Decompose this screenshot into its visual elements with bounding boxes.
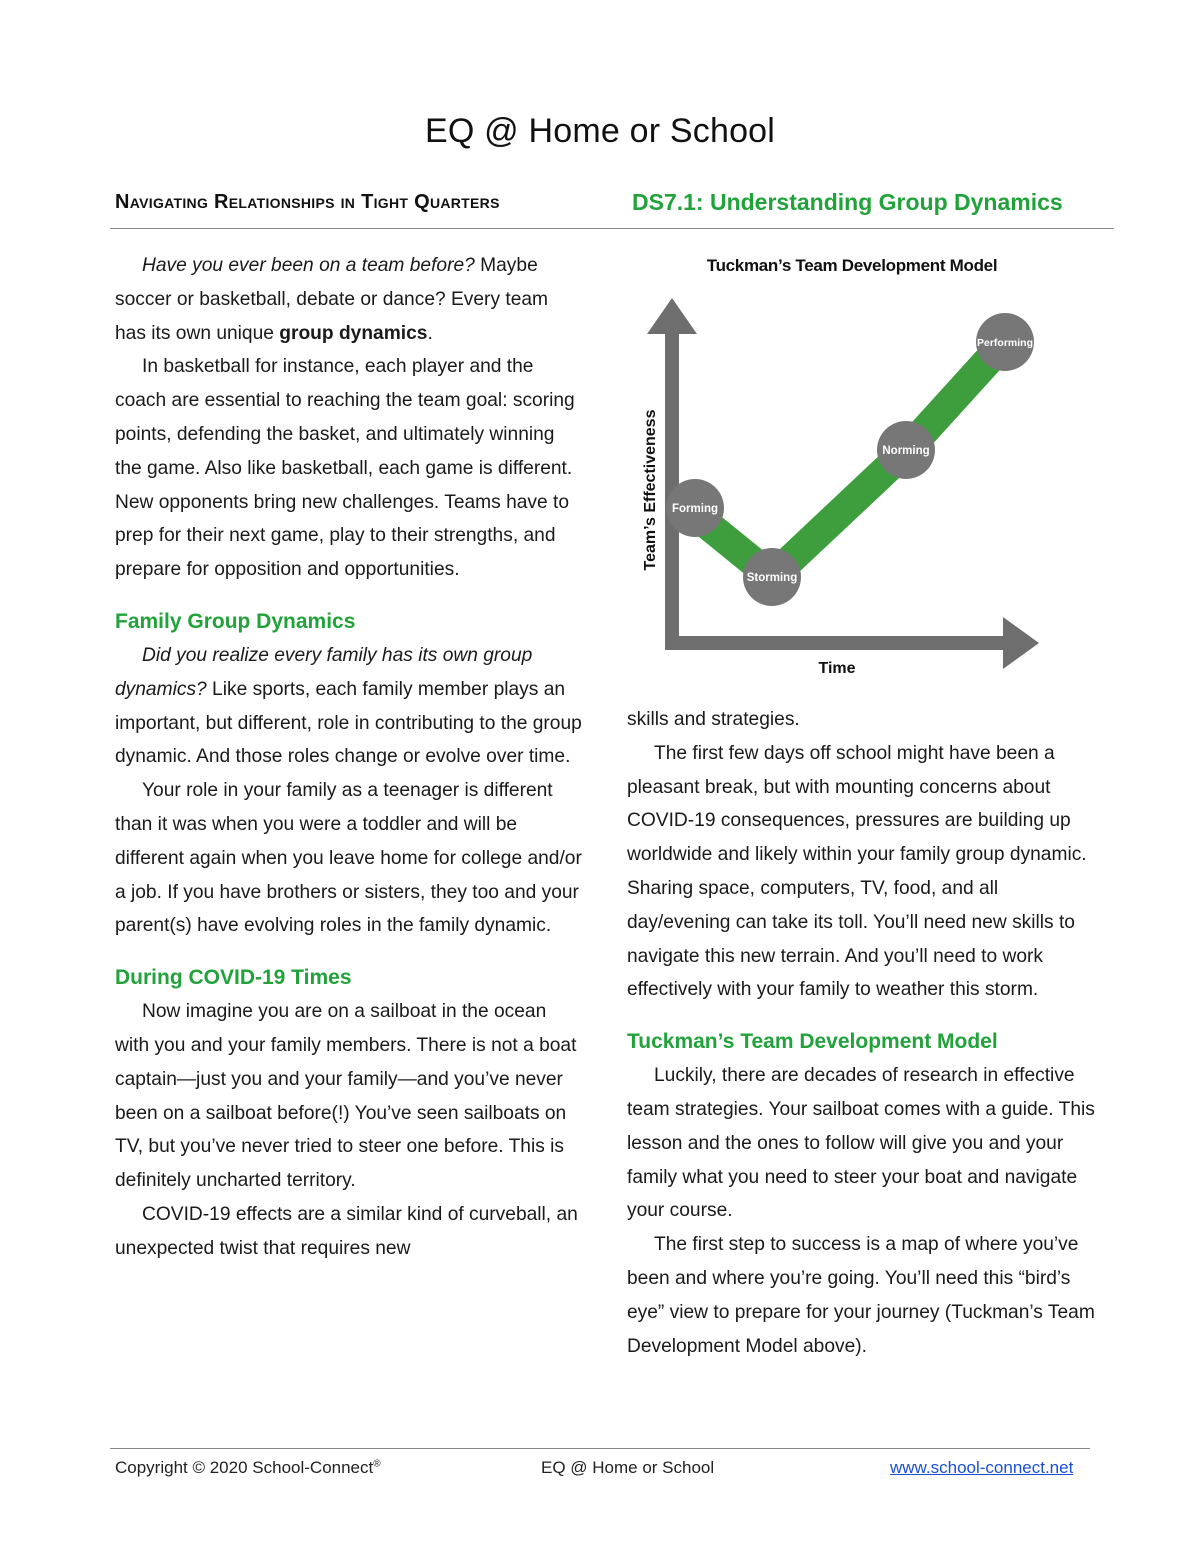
paragraph: Now imagine you are on a sailboat in the ocean with you and your family members. There is not a boat captain—just you and your family—and you’ve never been on a sailboat before(!) You’ve seen sailboats on TV, but you’ve never tried to steer one before. This is definitely uncharted territory. <box>115 1001 577 1192</box>
tuckman-model-figure <box>627 290 1087 690</box>
right-column <box>627 703 1097 1363</box>
footer-divider <box>110 1448 1090 1449</box>
key-term: group dynamics <box>279 322 428 344</box>
paragraph <box>115 639 583 774</box>
registered-mark: ® <box>373 1458 381 1470</box>
stage-storming <box>743 548 801 606</box>
heading-tuckman-model: Tuckman’s Team Development Model <box>627 1030 998 1054</box>
y-axis-arrowhead <box>647 298 697 334</box>
stage-label: Norming <box>882 445 930 457</box>
paragraph: In basketball for instance, each player and the coach are essential to reaching the team goal: scoring points, defending the basket, and ultimately winning the game. Also like basketball, each game is different. New opponents bring new challenges. Teams have to prep for their next game, play to their strengths, and prepare for opposition and opportunities. <box>115 356 575 581</box>
stage-label: Storming <box>746 572 798 584</box>
development-path <box>687 342 1005 577</box>
heading-during-covid: During COVID-19 Times <box>115 966 352 990</box>
paragraph-text: . <box>427 322 433 344</box>
left-column <box>115 249 583 1266</box>
paragraph <box>115 249 583 350</box>
paragraph: Luckily, there are decades of research in effective team strategies. Your sailboat comes with a guide. This lesson and the ones to follow will give you and your family what you need to steer your boat and navigate your course. <box>627 1065 1095 1222</box>
lesson-subtitle: Navigating Relationships in Tight Quarters <box>115 191 500 213</box>
stage-forming <box>666 479 724 537</box>
x-axis-label: Time <box>818 660 856 677</box>
stage-label: Performing <box>976 337 1034 349</box>
figure-title: Tuckman’s Team Development Model <box>706 256 998 275</box>
paragraph: The first step to success is a map of where you’ve been and where you’re going. You’ll need this “bird’s eye” view to prepare for your journey (Tuckman’s Team Development Model above). <box>627 1234 1095 1357</box>
y-axis-label: Team’s Effectiveness <box>642 409 659 571</box>
paragraph: The first few days off school might have been a pleasant break, but with mounting concerns about COVID-19 consequences, pressures are building up worldwide and likely within your family group dynamic. Sharing space, computers, TV, food, and all day/evening can take its toll. You’ll need new skills to navigate this new terrain. And you’ll need to work effectively with your family to weather this storm. <box>627 742 1087 1001</box>
section-code-title: DS7.1: Understanding Group Dynamics <box>632 189 1063 215</box>
paragraph: COVID-19 effects are a similar kind of curveball, an unexpected twist that requires new <box>115 1203 578 1259</box>
family-question: Did you realize every family has its own group dynamics? <box>115 644 533 700</box>
stage-performing <box>976 313 1034 371</box>
paragraph: Your role in your family as a teenager is different than it was when you were a toddler and will be different again when you leave home for college and/or a job. If you have brothers or sisters, they too and your parent(s) have evolving roles in the family dynamic. <box>115 780 582 937</box>
header-divider <box>110 228 1114 229</box>
paragraph: skills and strategies. <box>627 709 800 730</box>
stage-norming <box>877 421 935 479</box>
paragraph-text: Maybe soccer or basketball, debate or dance? Every team has its own unique <box>115 255 549 344</box>
page-title: EQ @ Home or School <box>424 112 776 150</box>
website-link[interactable]: www.school-connect.net <box>890 1458 1074 1477</box>
footer-copyright <box>115 1458 381 1478</box>
footer-title: EQ @ Home or School <box>541 1458 715 1477</box>
copyright-text: Copyright © 2020 School-Connect <box>115 1458 374 1477</box>
x-axis-arrowhead <box>1003 617 1039 669</box>
paragraph-text: Like sports, each family member plays an important, but different, role in contributing to the group dynamic. And those roles change or evolve over time. <box>115 678 582 768</box>
heading-family-group-dynamics: Family Group Dynamics <box>115 609 356 633</box>
stage-label: Forming <box>672 503 718 515</box>
intro-question: Have you ever been on a team before? <box>142 255 475 276</box>
